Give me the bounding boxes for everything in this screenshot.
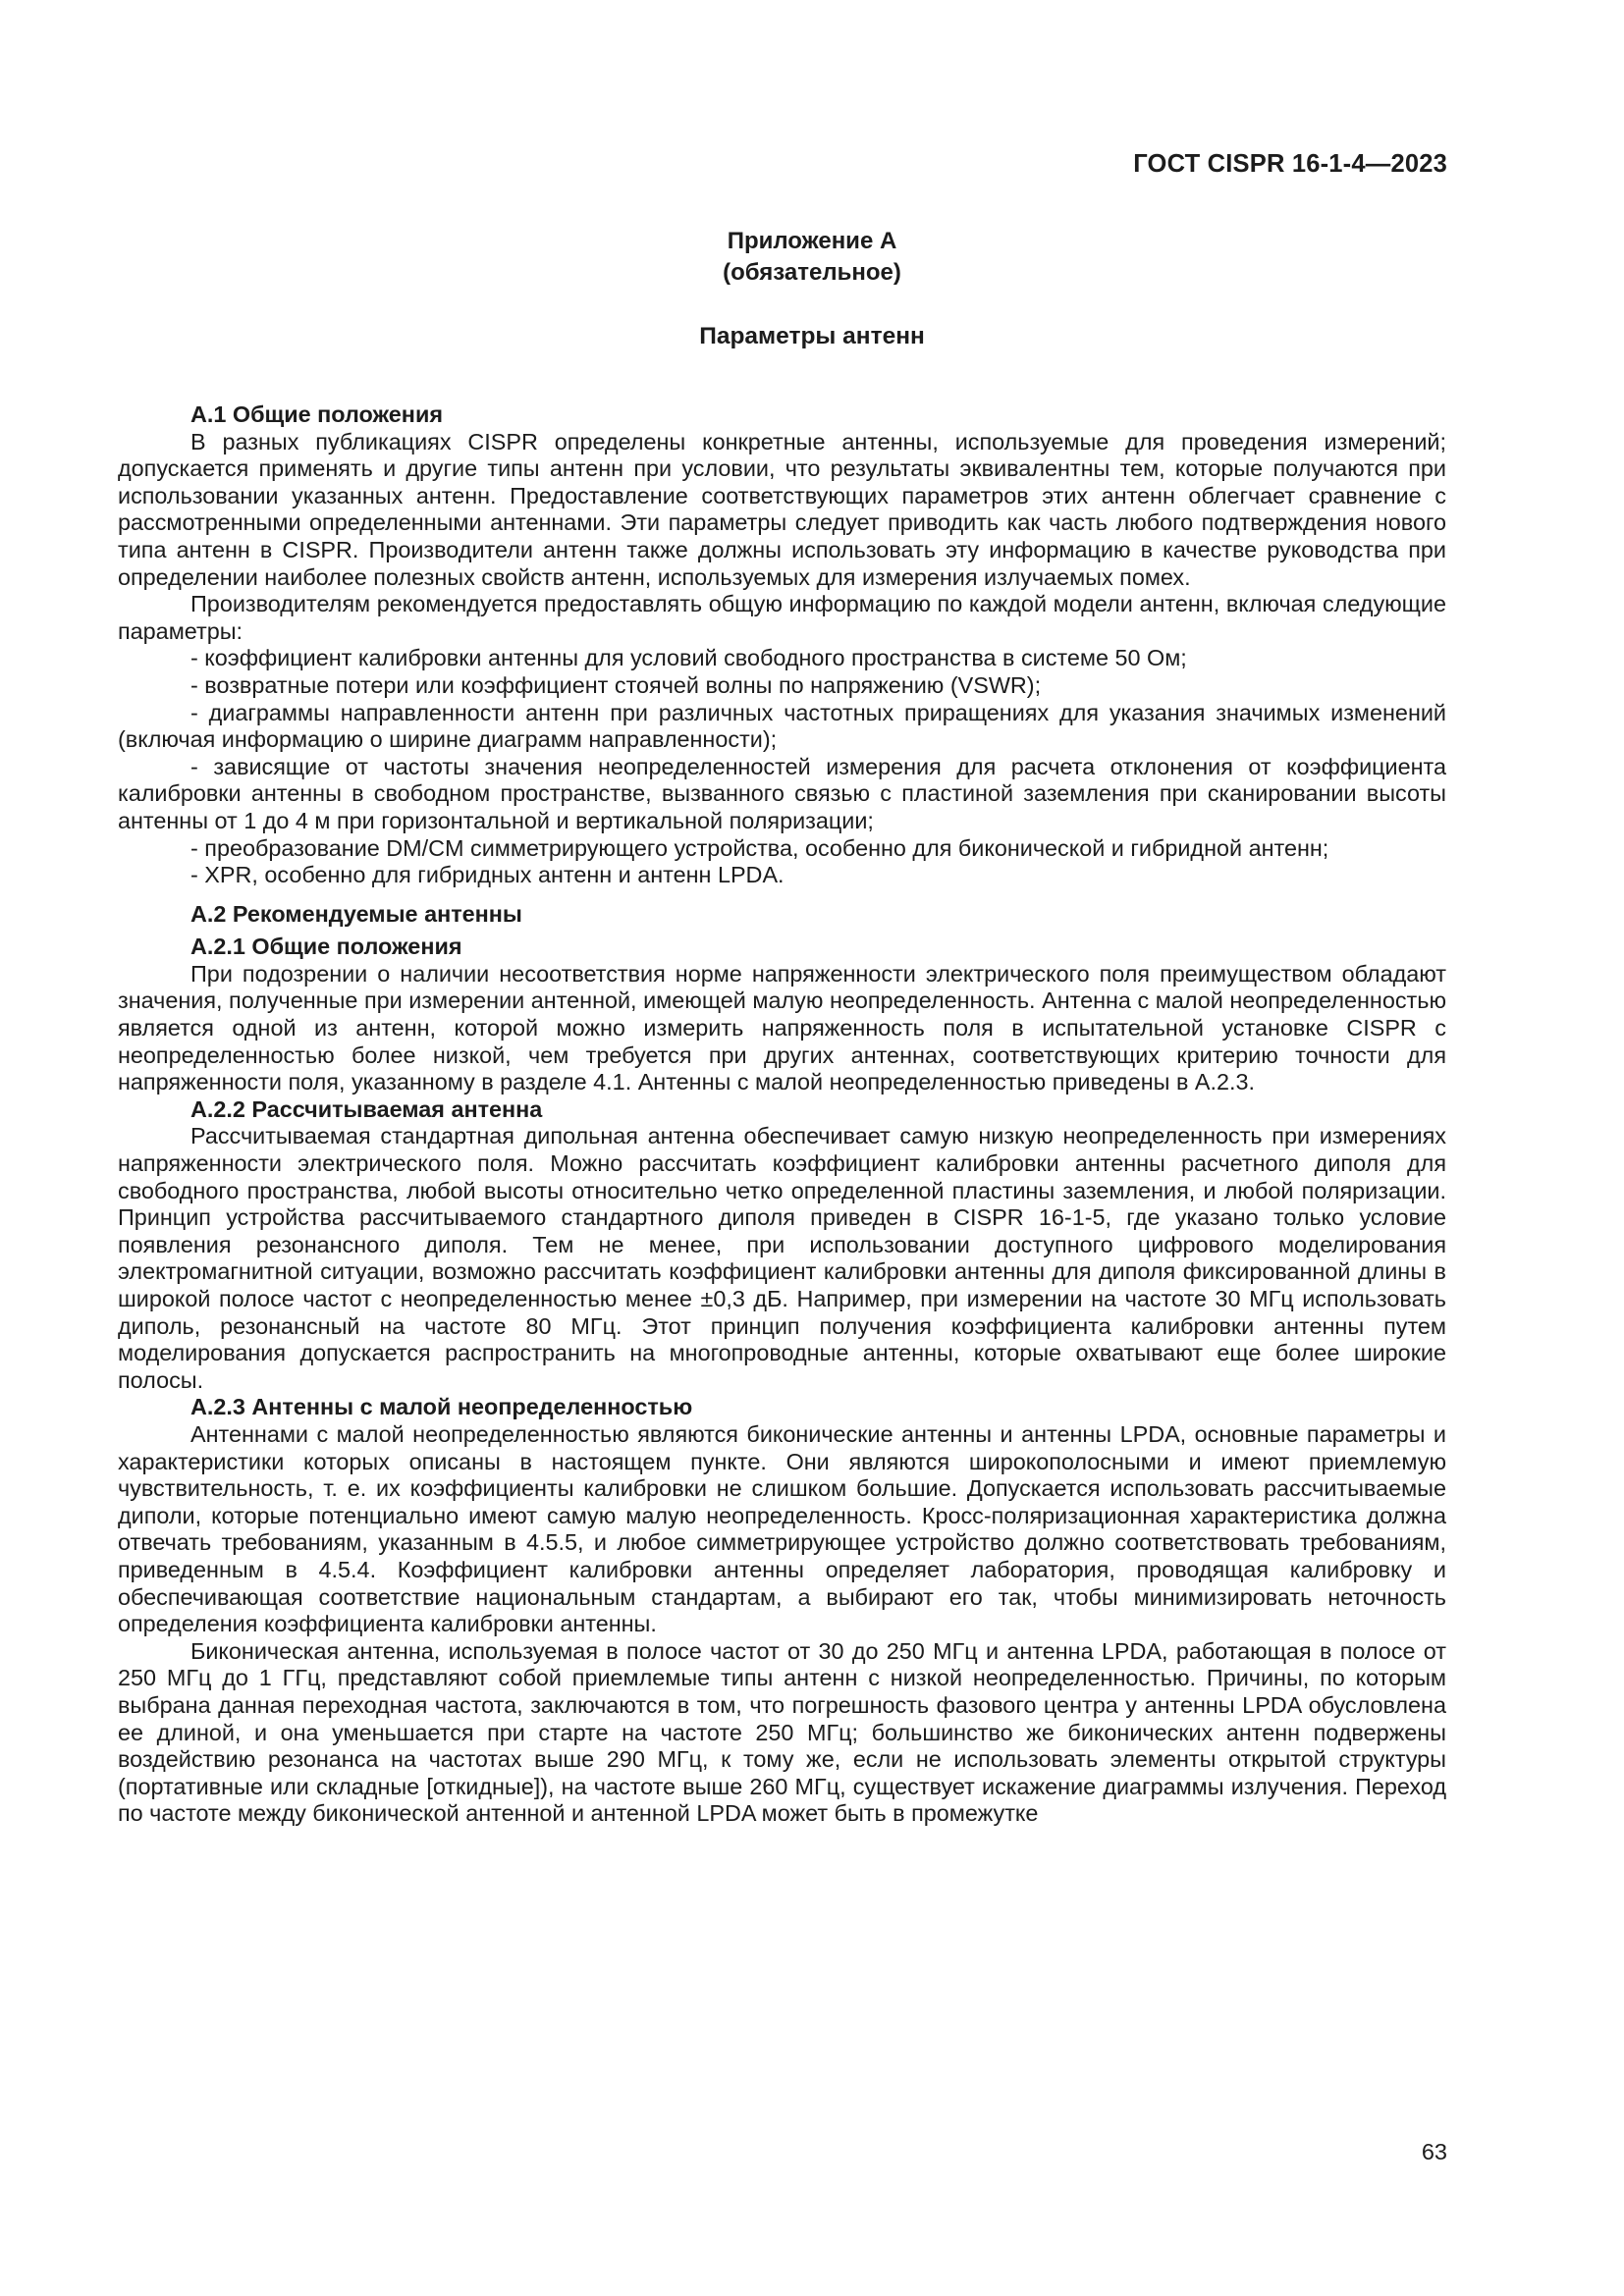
annex-title: Параметры антенн (699, 323, 925, 349)
paragraph: Производителям рекомендуется предоставлять общую информацию по каждой модели антенн, включая следующие параметры: (118, 591, 1446, 644)
paragraph: Биконическая антенна, используемая в полосе частот от 30 до 250 МГц и антенна LPDA, работающая в полосе от 250 МГц до 1 ГГц, представляют собой приемлемые типы антенн с низкой неопределенностью. Причины, по которым выбрана данная переходная частота, заключаются в том, что погрешность фазового центра у антенны LPDA обусловлена ее длиной, и она уменьшается при старте на частоте 250 МГц; большинство же биконических антенн подвержены воздействию резонанса на частотах выше 290 МГц, к тому же, если не использовать элементы открытой структуры (портативные или складные [откидные]), на частоте выше 260 МГц, существует искажение диаграммы излучения. Переход по частоте между биконической антенной и антенной LPDA может быть в промежутке (118, 1637, 1446, 1827)
document-body (118, 401, 1446, 1828)
section-a2-heading: А.2 Рекомендуемые антенны (190, 900, 522, 927)
paragraph: При подозрении о наличии несоответствия норме напряженности электрического поля преимуществом обладают значения, полученные при измерении антенной, имеющей малую неопределенность. Антенна с малой неопределенностью является одной из антенн, которой можно измерить напряженность поля в испытательной установке CISPR с неопределенностью более низкой, чем требуется при других антеннах, соответствующих критерию точности для напряженности поля, указанному в разделе 4.1. Антенны с малой неопределенностью приведены в А.2.3. (118, 960, 1446, 1095)
section-a21-heading: А.2.1 Общие положения (190, 934, 462, 960)
list-item: - возвратные потери или коэффициент стоячей волны по напряжению (VSWR); (190, 671, 1042, 698)
list-item: - зависящие от частоты значения неопределенностей измерения для расчета отклонения от коэффициента калибровки антенны в свободном пространстве, вызванного связью с пластиной заземления при сканировании высоты антенны от 1 до 4 м при горизонтальной и вертикальной поляризации; (118, 753, 1446, 833)
annex-label: Приложение А (727, 228, 897, 254)
section-a1-heading: А.1 Общие положения (190, 401, 443, 427)
section-a23-heading: А.2.3 Антенны с малой неопределенностью (190, 1394, 693, 1420)
standard-designation: ГОСТ CISPR 16-1-4—2023 (1133, 150, 1447, 178)
annex-kind: (обязательное) (723, 259, 901, 286)
list-item: - преобразование DM/CM симметрирующего устройства, особенно для биконической и гибридной антенн; (190, 834, 1329, 861)
paragraph: Антеннами с малой неопределенностью являются биконические антенны и антенны LPDA, основные параметры и характеристики которых описаны в настоящем пункте. Они являются широкополосными и имеют приемлемую чувствительность, т. е. их коэффициенты калибровки не слишком большие. Допускается использовать рассчитываемые диполи, которые потенциально имеют самую малую неопределенность. Кросс-поляризационная характеристика должна отвечать требованиям, указанным в 4.5.5, и любое симметрирующее устройство должно соответствовать требованиям, приведенным в 4.5.4. Коэффициент калибровки антенны определяет лаборатория, проводящая калибровку и обеспечивающая соответствие национальным стандартам, а выбирают его так, чтобы минимизировать неточность определения коэффициента калибровки антенны. (118, 1420, 1446, 1637)
paragraph: Рассчитываемая стандартная дипольная антенна обеспечивает самую низкую неопределенность при измерениях напряженности электрического поля. Можно рассчитать коэффициент калибровки антенны расчетного диполя для свободного пространства, любой высоты относительно четко определенной пластины заземления, и любой поляризации. Принцип устройства рассчитываемого стандартного диполя приведен в CISPR 16-1-5, где указано только условие появления резонансного диполя. Тем не менее, при использовании доступного цифрового моделирования электромагнитной ситуации, возможно рассчитать коэффициент калибровки антенны для диполя фиксированной длины в широкой полосе частот с неопределенностью менее ±0,3 дБ. Например, при измерении на частоте 30 МГц использовать диполь, резонансный на частоте 80 МГц. Этот принцип получения коэффициента калибровки антенны путем моделирования допускается распространить на многопроводные антенны, которые охватывают еще более широкие полосы. (118, 1123, 1446, 1393)
paragraph: В разных публикациях CISPR определены конкретные антенны, используемые для проведения измерений; допускается применять и другие типы антенн при условии, что результаты эквивалентны тем, которые получаются при использовании указанных антенн. Предоставление соответствующих параметров этих антенн облегчает сравнение с рассмотренными определенными антеннами. Эти параметры следует приводить как часть любого подтверждения нового типа антенн в CISPR. Производители антенн также должны использовать эту информацию в качестве руководства при определении наиболее полезных свойств антенн, используемых для измерения излучаемых помех. (118, 428, 1446, 590)
page-number: 63 (1421, 2139, 1447, 2164)
list-item: - коэффициент калибровки антенны для условий свободного пространства в системе 50 Ом; (190, 645, 1187, 671)
list-item: - диаграммы направленности антенн при различных частотных приращениях для указания значимых изменений (включая информацию о ширине диаграмм направленности); (118, 699, 1446, 753)
list-item: - XPR, особенно для гибридных антенн и антенн LPDA. (190, 862, 785, 888)
section-a22-heading: А.2.2 Рассчитываемая антенна (190, 1095, 543, 1122)
